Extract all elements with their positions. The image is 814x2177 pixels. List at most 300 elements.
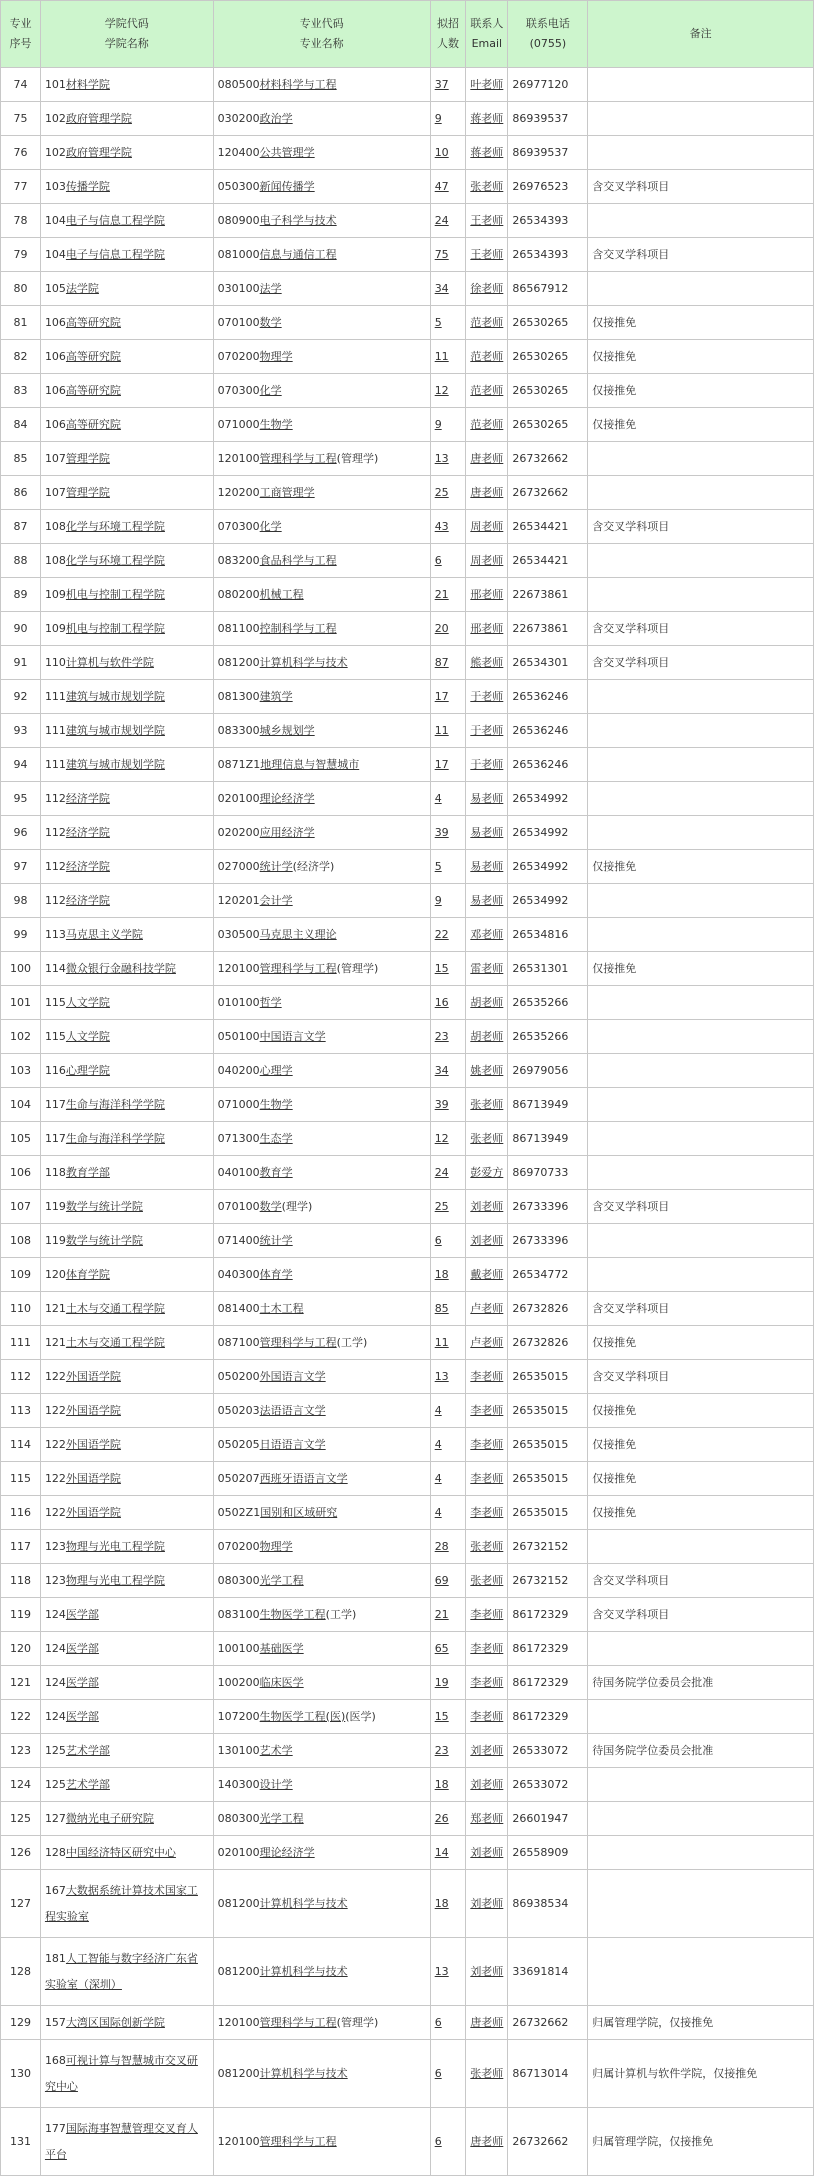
cell-quota [430,612,466,646]
college-name-link[interactable]: 机电与控制工程学院 [65,621,165,635]
college-name-link[interactable]: 政府管理学院 [65,145,132,159]
quota-link[interactable]: 4 [434,791,442,805]
college-name-link[interactable]: 管理学院 [65,485,110,499]
college-code: 181 [44,1951,66,1965]
contact-email-link[interactable]: 易老师 [470,791,504,805]
contact-email-link[interactable]: 范老师 [470,417,504,431]
major-name-link[interactable]: 西班牙语语言文学 [259,1471,348,1485]
college-name-link[interactable]: 医学部 [65,1641,99,1655]
college-name-link[interactable]: 物理与光电工程学院 [65,1573,165,1587]
quota-link[interactable]: 21 [434,1607,449,1621]
quota-link[interactable]: 6 [434,553,442,567]
contact-email-link[interactable]: 刘老师 [470,1199,504,1213]
college-name-link[interactable]: 中国经济特区研究中心 [65,1845,176,1859]
contact-email-link[interactable]: 李老师 [470,1369,504,1383]
major-name-link[interactable]: 城乡规划学 [259,723,315,737]
college-name-link[interactable]: 外国语学院 [65,1403,121,1417]
major-name-link[interactable]: 生物医学工程(医) [259,1709,346,1723]
college-name-link[interactable]: 人工智能与数字经济广东省实验室（深圳） [44,1951,198,1991]
college-name-link[interactable]: 国际海事智慧管理交叉育人平台 [44,2121,198,2161]
contact-email-link[interactable]: 范老师 [470,349,504,363]
quota-link[interactable]: 75 [434,247,449,261]
college-name-link[interactable]: 计算机与软件学院 [65,655,154,669]
quota-link[interactable]: 18 [434,1777,449,1791]
college-name-link[interactable]: 经济学院 [65,825,110,839]
quota-link[interactable]: 13 [434,1369,449,1383]
major-name-link[interactable]: 体育学 [259,1267,293,1281]
major-name-link[interactable]: 教育学 [259,1165,293,1179]
quota-link[interactable]: 17 [434,757,449,771]
college-name-link[interactable]: 艺术学部 [65,1777,110,1791]
table-row [1,510,814,544]
contact-email-link[interactable]: 李老师 [470,1471,504,1485]
quota-link[interactable]: 9 [434,893,442,907]
college-code: 122 [44,1505,66,1519]
cell-seq [1,544,41,578]
major-name-link[interactable]: 国别和区域研究 [260,1505,338,1519]
header-major [213,1,430,68]
contact-email-link[interactable]: 李老师 [470,1641,504,1655]
cell-quota [430,1836,466,1870]
contact-email-link[interactable]: 易老师 [470,893,504,907]
college-name-link[interactable]: 法学院 [65,281,99,295]
quota-link[interactable]: 16 [434,995,449,1009]
quota-link[interactable]: 24 [434,1165,449,1179]
contact-email-link[interactable]: 于老师 [470,757,504,771]
cell-remark [588,1428,814,1462]
college-name-link[interactable]: 心理学院 [65,1063,110,1077]
contact-email-link[interactable]: 唐老师 [470,2015,504,2029]
major-name-link[interactable]: 理论经济学 [259,1845,315,1859]
college-name-link[interactable]: 建筑与城市规划学院 [65,757,165,771]
major-name-link[interactable]: 临床医学 [259,1675,304,1689]
quota-link[interactable]: 6 [434,2134,442,2148]
cell-seq [1,2006,41,2040]
contact-email-link[interactable]: 蒋老师 [470,111,504,125]
major-name-link[interactable]: 计算机科学与技术 [259,1964,348,1978]
contact-email-link[interactable]: 王老师 [470,247,504,261]
quota-link[interactable]: 34 [434,1063,449,1077]
college-name-link[interactable]: 医学部 [65,1709,99,1723]
quota-link[interactable]: 9 [434,417,442,431]
college-name-link[interactable]: 马克思主义学院 [65,927,143,941]
college-name-link[interactable]: 建筑与城市规划学院 [65,689,165,703]
major-name-link[interactable]: 新闻传播学 [259,179,315,193]
quota-link[interactable]: 65 [434,1641,449,1655]
phone-number: 86172329 [512,1641,569,1655]
cell-quota [430,1190,466,1224]
college-name-link[interactable]: 传播学院 [65,179,110,193]
contact-email-link[interactable]: 易老师 [470,825,504,839]
college-code: 120 [44,1267,66,1281]
contact-email-link[interactable]: 王老师 [470,213,504,227]
college-name-link[interactable]: 教育学部 [65,1165,110,1179]
cell-seq [1,340,41,374]
contact-email-link[interactable]: 徐老师 [470,281,504,295]
college-name-link[interactable]: 人文学院 [65,1029,110,1043]
major-name-link[interactable]: 设计学 [259,1777,293,1791]
college-name-link[interactable]: 经济学院 [65,893,110,907]
major-name-link[interactable]: 光学工程 [259,1811,304,1825]
college-name-link[interactable]: 大湾区国际创新学院 [65,2015,165,2029]
major-name-link[interactable]: 生态学 [259,1131,293,1145]
quota-link[interactable]: 5 [434,315,442,329]
major-name-link[interactable]: 艺术学 [259,1743,293,1757]
contact-email-link[interactable]: 姚老师 [470,1063,504,1077]
college-name-link[interactable]: 可视计算与智慧城市交叉研究中心 [44,2053,198,2093]
contact-email-link[interactable]: 于老师 [470,689,504,703]
contact-email-link[interactable]: 刘老师 [470,1845,504,1859]
college-name-link[interactable]: 体育学院 [65,1267,110,1281]
college-name-link[interactable]: 外国语学院 [65,1505,121,1519]
college-name-link[interactable]: 外国语学院 [65,1369,121,1383]
major-code: 071400 [217,1233,260,1247]
college-name-link[interactable]: 高等研究院 [65,383,121,397]
college-name-link[interactable]: 医学部 [65,1675,99,1689]
contact-email-link[interactable]: 范老师 [470,315,504,329]
major-name-link[interactable]: 管理科学与工程 [259,2134,337,2148]
contact-email-link[interactable]: 郑老师 [470,1811,504,1825]
contact-email-link[interactable]: 周老师 [470,553,504,567]
major-name-link[interactable]: 外国语言文学 [259,1369,326,1383]
college-name-link[interactable]: 外国语学院 [65,1437,121,1451]
cell-major [213,1938,430,2006]
contact-email-link[interactable]: 张老师 [470,1573,504,1587]
contact-email-link[interactable]: 李老师 [470,1437,504,1451]
cell-major [213,238,430,272]
contact-email-link[interactable]: 李老师 [470,1607,504,1621]
college-name-link[interactable]: 化学与环境工程学院 [65,519,165,533]
major-name-link[interactable]: 物理学 [259,349,293,363]
cell-phone [508,1394,588,1428]
quota-link[interactable]: 17 [434,689,449,703]
quota-link[interactable]: 11 [434,349,449,363]
major-name-link[interactable]: 数学 [259,315,282,329]
contact-email-link[interactable]: 胡老师 [470,995,504,1009]
table-row [1,272,814,306]
college-name-link[interactable]: 微众银行金融科技学院 [65,961,176,975]
college-name-link[interactable]: 高等研究院 [65,315,121,329]
phone-number: 26535015 [512,1403,569,1417]
contact-email-link[interactable]: 张老师 [470,1097,504,1111]
major-name-link[interactable]: 日语语言文学 [259,1437,326,1451]
quota-link[interactable]: 34 [434,281,449,295]
contact-email-link[interactable]: 卢老师 [470,1335,504,1349]
contact-email-link[interactable]: 唐老师 [470,485,504,499]
phone-number: 26534816 [512,927,569,941]
college-code: 105 [44,281,66,295]
contact-email-link[interactable]: 张老师 [470,179,504,193]
quota-link[interactable]: 6 [434,2015,442,2029]
major-name-link[interactable]: 公共管理学 [259,145,315,159]
contact-email-link[interactable]: 蒋老师 [470,145,504,159]
major-name-link[interactable]: 物理学 [259,1539,293,1553]
seq-number: 78 [13,214,28,227]
seq-number: 86 [13,486,28,499]
quota-link[interactable]: 47 [434,179,449,193]
quota-link[interactable]: 23 [434,1743,449,1757]
contact-email-link[interactable]: 彭爱方 [470,1165,504,1179]
seq-number: 102 [9,1030,31,1043]
college-name-link[interactable]: 数学与统计学院 [65,1199,143,1213]
major-name-link[interactable]: 统计学 [259,859,293,873]
major-name-link[interactable]: 中国语言文学 [259,1029,326,1043]
cell-contact [466,374,508,408]
seq-number: 128 [9,1965,31,1978]
major-name-link[interactable]: 土木工程 [259,1301,304,1315]
contact-email-link[interactable]: 李老师 [470,1709,504,1723]
college-name-link[interactable]: 电子与信息工程学院 [65,247,165,261]
contact-email-link[interactable]: 雷老师 [470,961,504,975]
contact-email-link[interactable]: 刘老师 [470,1896,504,1910]
college-name-link[interactable]: 土木与交通工程学院 [65,1301,165,1315]
quota-link[interactable]: 25 [434,485,449,499]
quota-link[interactable]: 18 [434,1896,449,1910]
quota-link[interactable]: 6 [434,1233,442,1247]
major-name-link[interactable]: 化学 [259,519,282,533]
major-name-link[interactable]: 信息与通信工程 [259,247,337,261]
quota-link[interactable]: 37 [434,77,449,91]
contact-email-link[interactable]: 易老师 [470,859,504,873]
college-name-link[interactable]: 经济学院 [65,791,110,805]
contact-email-link[interactable]: 周老师 [470,519,504,533]
college-name-link[interactable]: 外国语学院 [65,1471,121,1485]
quota-link[interactable]: 9 [434,111,442,125]
contact-email-link[interactable]: 张老师 [470,2066,504,2080]
contact-email-link[interactable]: 刘老师 [470,1964,504,1978]
quota-link[interactable]: 39 [434,1097,449,1111]
major-name-link[interactable]: 应用经济学 [259,825,315,839]
cell-contact [466,1496,508,1530]
college-name-link[interactable]: 医学部 [65,1607,99,1621]
cell-seq [1,374,41,408]
college-name-link[interactable]: 大数据系统计算技术国家工程实验室 [44,1883,198,1923]
contact-email-link[interactable]: 张老师 [470,1131,504,1145]
remark-text: 仅接推免 [592,417,637,431]
contact-email-link[interactable]: 刘老师 [470,1743,504,1757]
college-name-link[interactable]: 机电与控制工程学院 [65,587,165,601]
quota-link[interactable]: 19 [434,1675,449,1689]
cell-quota [430,952,466,986]
major-name-link[interactable]: 马克思主义理论 [259,927,337,941]
cell-college [40,748,213,782]
quota-link[interactable]: 23 [434,1029,449,1043]
quota-link[interactable]: 14 [434,1845,449,1859]
major-name-link[interactable]: 控制科学与工程 [259,621,337,635]
major-name-link[interactable]: 理论经济学 [259,791,315,805]
seq-number: 106 [9,1166,31,1179]
major-name-link[interactable]: 法语语言文学 [259,1403,326,1417]
quota-link[interactable]: 25 [434,1199,449,1213]
quota-link[interactable]: 5 [434,859,442,873]
contact-email-link[interactable]: 胡老师 [470,1029,504,1043]
quota-link[interactable]: 24 [434,213,449,227]
major-code: 050100 [217,1029,260,1043]
contact-email-link[interactable]: 邓老师 [470,927,504,941]
quota-link[interactable]: 11 [434,1335,449,1349]
college-name-link[interactable]: 高等研究院 [65,417,121,431]
college-name-link[interactable]: 微纳光电子研究院 [65,1811,154,1825]
major-name-link[interactable]: 政治学 [259,111,293,125]
college-name-link[interactable]: 高等研究院 [65,349,121,363]
contact-email-link[interactable]: 叶老师 [470,77,504,91]
contact-email-link[interactable]: 李老师 [470,1675,504,1689]
major-name-link[interactable]: 生物医学工程 [259,1607,326,1621]
quota-link[interactable]: 10 [434,145,449,159]
phone-number: 33691814 [512,1964,569,1978]
college-name-link[interactable]: 生命与海洋科学学院 [65,1131,165,1145]
quota-link[interactable]: 12 [434,383,449,397]
major-code: 050300 [217,179,260,193]
quota-link[interactable]: 4 [434,1437,442,1451]
phone-number: 22673861 [512,587,569,601]
cell-major [213,340,430,374]
major-name-link[interactable]: 计算机科学与技术 [259,2066,348,2080]
major-name-link[interactable]: 光学工程 [259,1573,304,1587]
quota-link[interactable]: 21 [434,587,449,601]
contact-email-link[interactable]: 于老师 [470,723,504,737]
cell-contact [466,68,508,102]
cell-contact [466,204,508,238]
college-name-link[interactable]: 艺术学部 [65,1743,110,1757]
major-name-link[interactable]: 电子科学与技术 [259,213,337,227]
phone-number: 86939537 [512,145,569,159]
major-name-link[interactable]: 心理学 [259,1063,293,1077]
college-name-link[interactable]: 建筑与城市规划学院 [65,723,165,737]
quota-link[interactable]: 4 [434,1403,442,1417]
cell-remark [588,1666,814,1700]
quota-link[interactable]: 69 [434,1573,449,1587]
major-name-link[interactable]: 生物学 [259,417,293,431]
contact-email-link[interactable]: 唐老师 [470,2134,504,2148]
quota-link[interactable]: 39 [434,825,449,839]
contact-email-link[interactable]: 李老师 [470,1505,504,1519]
quota-link[interactable]: 13 [434,1964,449,1978]
major-code: 070300 [217,383,260,397]
college-name-link[interactable]: 电子与信息工程学院 [65,213,165,227]
contact-email-link[interactable]: 熊老师 [470,655,504,669]
quota-link[interactable]: 13 [434,451,449,465]
college-name-link[interactable]: 管理学院 [65,451,110,465]
college-name-link[interactable]: 生命与海洋科学学院 [65,1097,165,1111]
phone-number: 26531301 [512,961,569,975]
cell-phone [508,1428,588,1462]
header-college-line2: 学院名称 [104,37,149,50]
major-name-link[interactable]: 建筑学 [259,689,293,703]
major-name-link[interactable]: 计算机科学与技术 [259,1896,348,1910]
major-name-link[interactable]: 生物学 [259,1097,293,1111]
phone-number: 86939537 [512,111,569,125]
major-name-link[interactable]: 工商管理学 [259,485,315,499]
cell-major [213,1870,430,1938]
college-name-link[interactable]: 政府管理学院 [65,111,132,125]
college-name-link[interactable]: 化学与环境工程学院 [65,553,165,567]
cell-seq [1,272,41,306]
college-name-link[interactable]: 物理与光电工程学院 [65,1539,165,1553]
major-name-link[interactable]: 管理科学与工程 [259,961,337,975]
cell-major [213,204,430,238]
cell-seq [1,68,41,102]
quota-link[interactable]: 87 [434,655,449,669]
major-name-link[interactable]: 基础医学 [259,1641,304,1655]
major-name-link[interactable]: 哲学 [259,995,282,1009]
major-name-link[interactable]: 机械工程 [259,587,304,601]
phone-number: 26536246 [512,689,569,703]
cell-quota [430,408,466,442]
contact-email-link[interactable]: 张老师 [470,1539,504,1553]
quota-link[interactable]: 15 [434,1709,449,1723]
quota-link[interactable]: 15 [434,961,449,975]
major-name-link[interactable]: 法学 [259,281,282,295]
quota-link[interactable]: 4 [434,1505,442,1519]
contact-email-link[interactable]: 卢老师 [470,1301,504,1315]
cell-college [40,986,213,1020]
major-name-link[interactable]: 统计学 [259,1233,293,1247]
major-code: 030200 [217,111,260,125]
college-code: 124 [44,1709,66,1723]
contact-email-link[interactable]: 唐老师 [470,451,504,465]
college-name-link[interactable]: 人文学院 [65,995,110,1009]
major-name-link[interactable]: 管理科学与工程 [259,2015,337,2029]
phone-number: 26536246 [512,723,569,737]
major-code: 087100 [217,1335,260,1349]
college-name-link[interactable]: 材料学院 [65,77,110,91]
cell-seq [1,1258,41,1292]
cell-seq [1,1734,41,1768]
contact-email-link[interactable]: 刘老师 [470,1233,504,1247]
quota-link[interactable]: 11 [434,723,449,737]
quota-link[interactable]: 6 [434,2066,442,2080]
major-name-link[interactable]: 计算机科学与技术 [259,655,348,669]
quota-link[interactable]: 4 [434,1471,442,1485]
college-code: 115 [44,995,66,1009]
quota-link[interactable]: 43 [434,519,449,533]
cell-phone [508,2006,588,2040]
cell-remark [588,816,814,850]
quota-link[interactable]: 20 [434,621,449,635]
major-name-link[interactable]: 管理科学与工程 [259,1335,337,1349]
seq-number: 110 [9,1302,31,1315]
quota-link[interactable]: 18 [434,1267,449,1281]
contact-email-link[interactable]: 刘老师 [470,1777,504,1791]
phone-number: 26534393 [512,247,569,261]
major-name-link[interactable]: 数学 [259,1199,282,1213]
college-code: 119 [44,1199,66,1213]
contact-email-link[interactable]: 戴老师 [470,1267,504,1281]
quota-link[interactable]: 26 [434,1811,449,1825]
cell-phone [508,510,588,544]
college-name-link[interactable]: 经济学院 [65,859,110,873]
contact-email-link[interactable]: 李老师 [470,1403,504,1417]
major-name-link[interactable]: 化学 [259,383,282,397]
quota-link[interactable]: 28 [434,1539,449,1553]
contact-email-link[interactable]: 邢老师 [470,587,504,601]
major-name-link[interactable]: 食品科学与工程 [259,553,337,567]
cell-phone [508,1734,588,1768]
seq-number: 117 [9,1540,31,1553]
college-name-link[interactable]: 数学与统计学院 [65,1233,143,1247]
major-name-link[interactable]: 材料科学与工程 [259,77,337,91]
quota-link[interactable]: 85 [434,1301,449,1315]
contact-email-link[interactable]: 邢老师 [470,621,504,635]
quota-link[interactable]: 12 [434,1131,449,1145]
contact-email-link[interactable]: 范老师 [470,383,504,397]
college-name-link[interactable]: 土木与交通工程学院 [65,1335,165,1349]
quota-link[interactable]: 22 [434,927,449,941]
major-name-link[interactable]: 会计学 [259,893,293,907]
major-name-link[interactable]: 地理信息与智慧城市 [260,757,360,771]
major-name-link[interactable]: 管理科学与工程 [259,451,337,465]
